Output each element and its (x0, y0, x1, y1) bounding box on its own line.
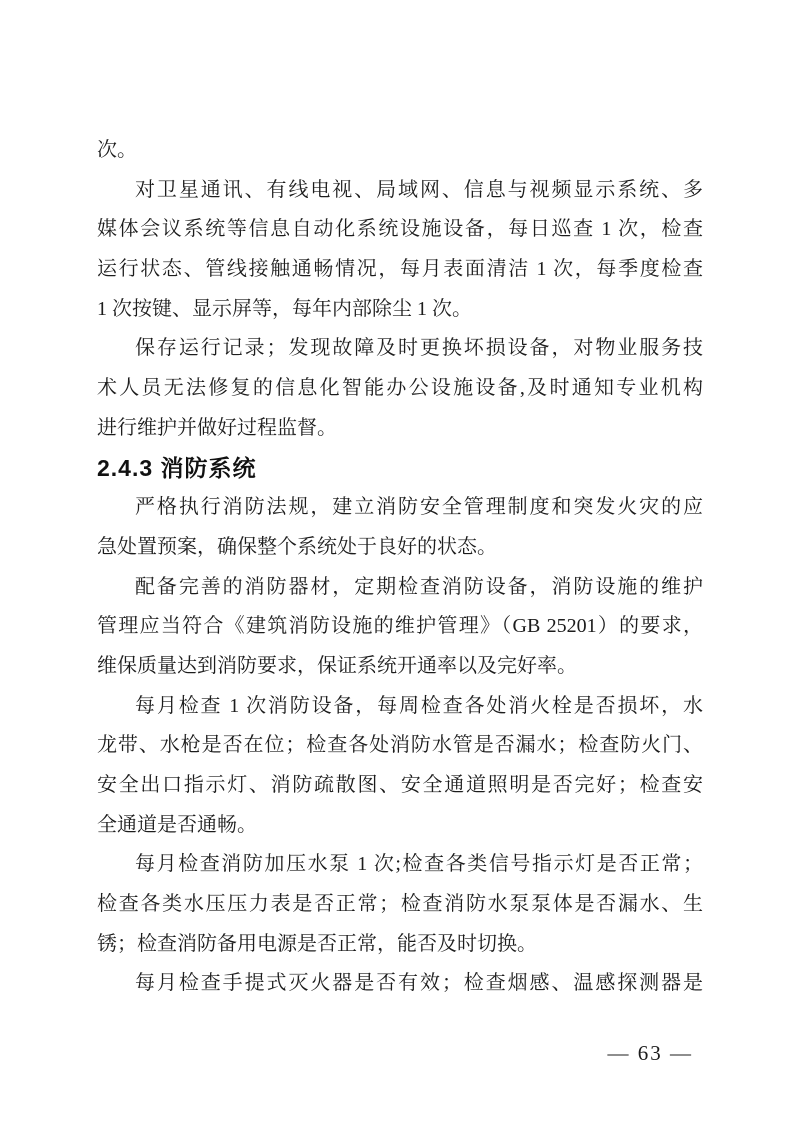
text-line: 每月检查 1 次消防设备，每周检查各处消火栓是否损坏，水 (135, 694, 703, 717)
text-line: 进行维护并做好过程监督。 (97, 416, 337, 439)
text-line: 检查各类水压压力表是否正常；检查消防水泵泵体是否漏水、生 (97, 893, 703, 916)
text-line: 管理应当符合《建筑消防设施的维护管理》（GB 25201）的要求， (97, 615, 703, 638)
section-heading: 2.4.3 消防系统 (97, 454, 257, 481)
text-line: 次。 (97, 139, 137, 161)
text-line: 全通道是否通畅。 (97, 813, 257, 836)
text-line: 维保质量达到消防要求，保证系统开通率以及完好率。 (97, 654, 577, 677)
document-body (97, 131, 703, 1004)
text-line: 配备完善的消防器材，定期检查消防设备，消防设施的维护 (135, 575, 703, 598)
text-line: 锈；检查消防备用电源是否正常，能否及时切换。 (97, 932, 537, 955)
text-line: 对卫星通讯、有线电视、局域网、信息与视频显示系统、多 (135, 178, 703, 201)
text-line: 安全出口指示灯、消防疏散图、安全通道照明是否完好；检查安 (97, 774, 703, 796)
text-line: 媒体会议系统等信息自动化系统设施设备，每日巡查 1 次，检查 (97, 218, 703, 241)
page-number: — 63 — (607, 1041, 693, 1065)
text-line: 术人员无法修复的信息化智能办公设施设备,及时通知专业机构 (97, 377, 703, 400)
text-line: 每月检查手提式灭火器是否有效；检查烟感、温感探测器是 (135, 972, 703, 995)
text-line: 1 次按键、显示屏等，每年内部除尘 1 次。 (97, 297, 472, 320)
text-line: 每月检查消防加压水泵 1 次;检查各类信号指示灯是否正常； (135, 853, 703, 876)
text-line: 运行状态、管线接触通畅情况，每月表面清洁 1 次，每季度检查 (97, 258, 703, 281)
text-line: 保存运行记录；发现故障及时更换坏损设备，对物业服务技 (135, 337, 703, 360)
text-line: 龙带、水枪是否在位；检查各处消防水管是否漏水；检查防火门、 (97, 734, 703, 757)
text-line: 严格执行消防法规，建立消防安全管理制度和突发火灾的应 (135, 496, 703, 519)
text-line: 急处置预案，确保整个系统处于良好的状态。 (97, 535, 497, 558)
